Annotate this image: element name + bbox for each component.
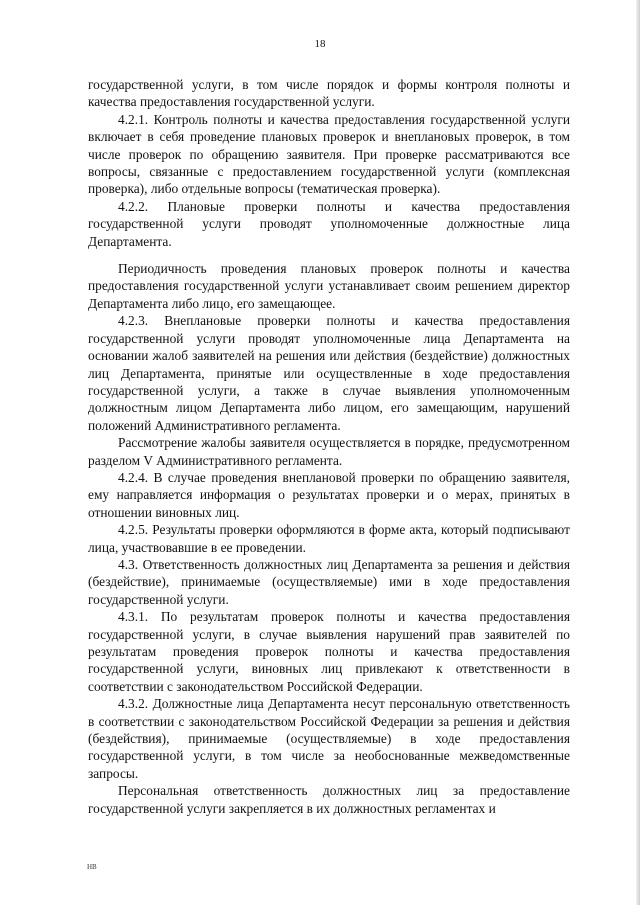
paragraph: Рассмотрение жалобы заявителя осуществляется в порядке, предусмотренном разделом V Административного регламента. — [88, 435, 570, 468]
paragraph: 4.2.1. Контроль полноты и качества предоставления государственной услуги включает в себя проведение плановых проверок и внеплановых проверок, в том числе проверок по обращению заявителя. При проверке рассматриваются все вопросы, связанные с предоставлением государственной услуги (комплексная проверка), либо отдельные вопросы (тематическая проверка). — [88, 111, 570, 197]
paragraph: 4.2.3. Внеплановые проверки полноты и качества предоставления государственной услуги проводят уполномоченные лица Департамента на основании жалоб заявителей на решения или действия (бездействие) должностных лиц Департамента, принятые или осуществленные в ходе предоставления государственной услуги, а также в случае выявления уполномоченным должностным лицом Департамента либо лицом, его замещающим, нарушений положений Административного регламента. — [88, 313, 570, 433]
paragraph: 4.2.2. Плановые проверки полноты и качества предоставления государственной услуги проводят уполномоченные должностные лица Департамента. — [88, 198, 570, 249]
paragraph: Персональная ответственность должностных лиц за предоставление государственной услуги закрепляется в их должностных регламентах и — [88, 783, 570, 816]
paragraph: 4.3. Ответственность должностных лиц Департамента за решения и действия (бездействие), принимаемые (осуществляемые) ими в ходе предоставления государственной услуги. — [88, 556, 570, 607]
paragraph: 4.3.2. Должностные лица Департамента несут персональную ответственность в соответствии с законодательством Российской Федерации за решения и действия (бездействия), принимаемые (осуществляемые) в ходе предоставления государственной услуги, в том числе за необоснованные межведомственные запросы. — [88, 696, 570, 781]
scan-edge — [636, 0, 640, 905]
paragraph: 4.2.4. В случае проведения внеплановой проверки по обращению заявителя, ему направляется информация о результатах проверки и о мерах, принятых в отношении виновных лиц. — [88, 469, 570, 520]
corner-mark: НВ — [87, 863, 97, 871]
paragraph: 4.3.1. По результатам проверок полноты и качества предоставления государственной услуги, в случае выявления нарушений прав заявителей по результатам проведения проверок полноты и качества предоставления государственной услуги, виновных лиц привлекают к ответственности в соответствии с законодательством Российской Федерации. — [88, 609, 570, 694]
document-body — [88, 76, 570, 817]
page-number: 18 — [314, 38, 326, 50]
paragraph: Периодичность проведения плановых проверок полноты и качества предоставления государственной услуги устанавливает своим решением директор Департамента либо лицо, его замещающее. — [88, 261, 570, 311]
paragraph: государственной услуги, в том числе порядок и формы контроля полноты и качества предоставления государственной услуги. — [88, 77, 570, 110]
paragraph: 4.2.5. Результаты проверки оформляются в форме акта, который подписывают лица, участвовавшие в ее проведении. — [88, 522, 570, 555]
